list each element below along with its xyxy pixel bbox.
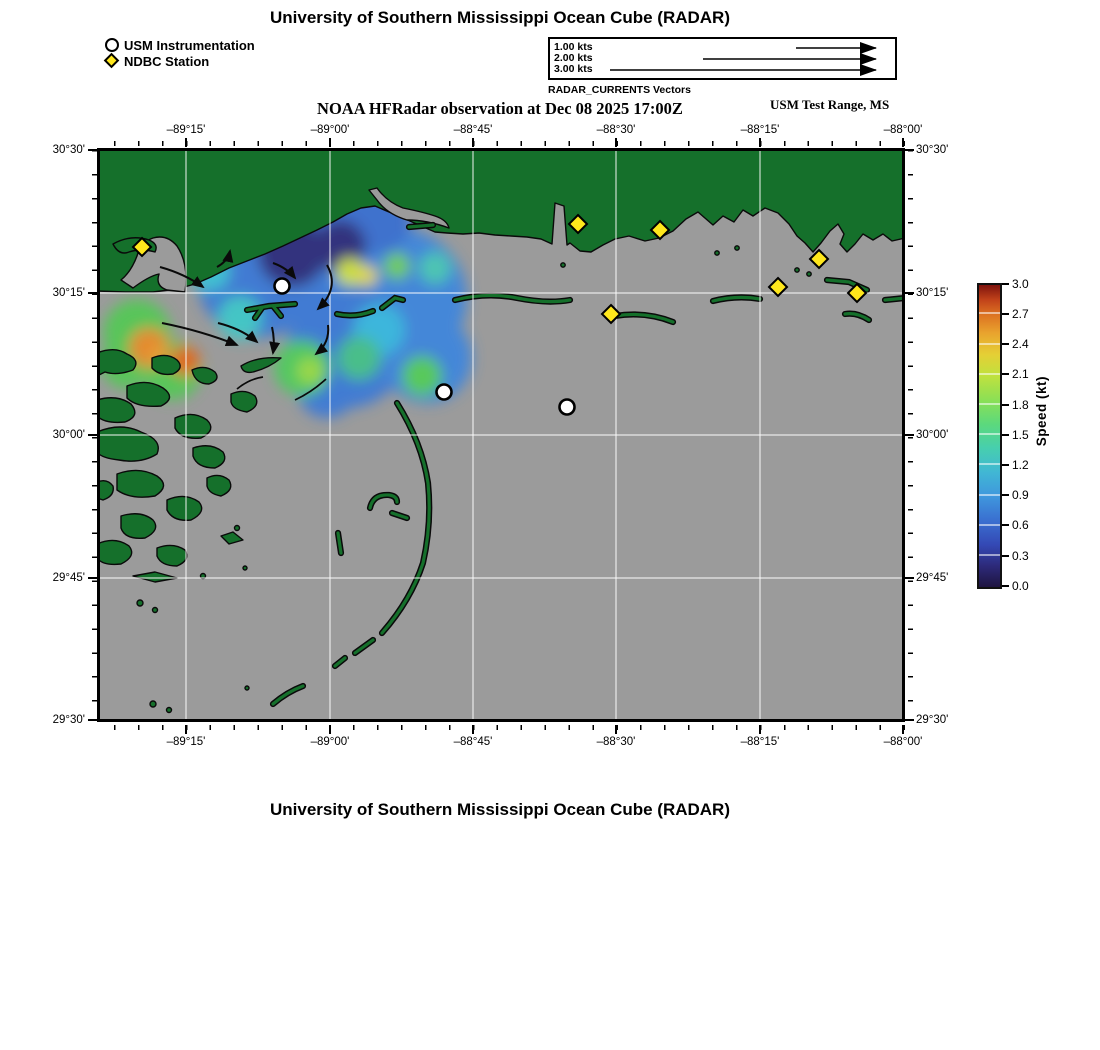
bottom-axis-label: –88°15' <box>740 736 780 748</box>
left-axis-major-tick <box>88 719 97 721</box>
colorbar-tick <box>1002 404 1009 406</box>
left-axis-label: 30°15' <box>52 287 85 299</box>
left-axis-major-tick <box>88 149 97 151</box>
right-axis-major-tick <box>905 577 914 579</box>
colorbar-tick-label: 0.0 <box>1012 579 1029 593</box>
top-axis-minor-ticks <box>97 141 905 146</box>
right-axis-label: 30°30' <box>916 144 949 156</box>
colorbar-tick <box>1002 343 1009 345</box>
colorbar-tick-label: 0.9 <box>1012 488 1029 502</box>
usm-instrumentation-legend-label: USM Instrumentation <box>124 38 255 53</box>
left-axis-major-tick <box>88 292 97 294</box>
right-axis-major-tick <box>905 292 914 294</box>
right-axis-major-tick <box>905 719 914 721</box>
ndbc-station-legend-icon <box>104 53 120 69</box>
top-axis-label: –88°00' <box>883 124 923 136</box>
top-axis-major-tick <box>902 138 904 147</box>
colorbar-inner-tick <box>979 312 1000 314</box>
bottom-axis-minor-ticks <box>97 725 905 730</box>
range-name-label: USM Test Range, MS <box>770 97 890 112</box>
vector-scale-label-3: 3.00 kts <box>554 63 593 75</box>
colorbar-tick-label: 1.2 <box>1012 458 1029 472</box>
colorbar-inner-tick <box>979 554 1000 556</box>
colorbar-tick <box>1002 283 1009 285</box>
colorbar-title: Speed (kt) <box>1034 376 1049 447</box>
top-axis-label: –89°15' <box>166 124 206 136</box>
vector-scale-label-1: 1.00 kts <box>554 41 593 53</box>
top-axis-label: –88°30' <box>596 124 636 136</box>
left-axis-label: 29°30' <box>52 714 85 726</box>
colorbar-tick-label: 2.1 <box>1012 367 1029 381</box>
colorbar-inner-tick <box>979 403 1000 405</box>
bottom-axis-label: –89°00' <box>310 736 350 748</box>
right-axis-major-tick <box>905 434 914 436</box>
colorbar-inner-tick <box>979 494 1000 496</box>
bottom-axis-label: –88°45' <box>453 736 493 748</box>
usm-instrumentation-marker <box>275 279 290 294</box>
figure-title-top: University of Southern Mississippi Ocean Cube (RADAR) <box>269 8 730 27</box>
colorbar-tick-label: 1.8 <box>1012 398 1029 412</box>
colorbar-inner-tick <box>979 433 1000 435</box>
colorbar-tick <box>1002 313 1009 315</box>
vector-scale-label-2: 2.00 kts <box>554 52 593 64</box>
colorbar-tick <box>1002 373 1009 375</box>
left-axis-label: 30°30' <box>52 144 85 156</box>
bottom-axis-major-tick <box>759 725 761 734</box>
observation-subtitle: NOAA HFRadar observation at Dec 08 2025 17:00Z <box>317 99 683 118</box>
colorbar <box>977 283 1002 589</box>
usm-instrumentation-legend-icon <box>105 38 119 52</box>
bottom-axis-major-tick <box>472 725 474 734</box>
top-axis-label: –88°45' <box>453 124 493 136</box>
top-axis-major-tick <box>185 138 187 147</box>
colorbar-inner-tick <box>979 463 1000 465</box>
colorbar-tick <box>1002 464 1009 466</box>
usm-instrumentation-marker <box>437 385 452 400</box>
bottom-axis-label: –88°00' <box>883 736 923 748</box>
usm-instrumentation-marker <box>560 400 575 415</box>
colorbar-tick-label: 2.4 <box>1012 337 1029 351</box>
vector-scale-arrows <box>550 39 895 78</box>
right-axis-label: 29°30' <box>916 714 949 726</box>
top-axis-major-tick <box>472 138 474 147</box>
colorbar-tick-label: 1.5 <box>1012 428 1029 442</box>
colorbar-tick <box>1002 585 1009 587</box>
colorbar-tick-label: 3.0 <box>1012 277 1029 291</box>
ndbc-station-legend-label: NDBC Station <box>124 54 210 69</box>
left-axis-major-tick <box>88 434 97 436</box>
right-axis-label: 29°45' <box>916 572 949 584</box>
colorbar-tick <box>1002 494 1009 496</box>
figure-title-bottom: University of Southern Mississippi Ocean Cube (RADAR) <box>269 800 730 819</box>
left-axis-major-tick <box>88 577 97 579</box>
vector-scale-box <box>548 37 897 80</box>
bottom-axis-major-tick <box>185 725 187 734</box>
top-axis-label: –89°00' <box>310 124 350 136</box>
top-axis-major-tick <box>329 138 331 147</box>
top-axis-major-tick <box>615 138 617 147</box>
right-axis-label: 30°15' <box>916 287 949 299</box>
top-axis-major-tick <box>759 138 761 147</box>
bottom-axis-major-tick <box>902 725 904 734</box>
bottom-axis-major-tick <box>615 725 617 734</box>
colorbar-inner-tick <box>979 524 1000 526</box>
right-axis-label: 30°00' <box>916 429 949 441</box>
bottom-axis-label: –89°15' <box>166 736 206 748</box>
map-plot-area <box>97 148 905 722</box>
left-axis-label: 30°00' <box>52 429 85 441</box>
bottom-axis-label: –88°30' <box>596 736 636 748</box>
vector-scale-caption: RADAR_CURRENTS Vectors <box>548 84 691 96</box>
left-axis-label: 29°45' <box>52 572 85 584</box>
colorbar-tick <box>1002 434 1009 436</box>
colorbar-tick-label: 2.7 <box>1012 307 1029 321</box>
colorbar-tick <box>1002 524 1009 526</box>
colorbar-tick <box>1002 555 1009 557</box>
colorbar-inner-tick <box>979 343 1000 345</box>
right-axis-major-tick <box>905 149 914 151</box>
bottom-axis-major-tick <box>329 725 331 734</box>
colorbar-tick-label: 0.6 <box>1012 518 1029 532</box>
top-axis-label: –88°15' <box>740 124 780 136</box>
colorbar-tick-label: 0.3 <box>1012 549 1029 563</box>
colorbar-inner-tick <box>979 373 1000 375</box>
